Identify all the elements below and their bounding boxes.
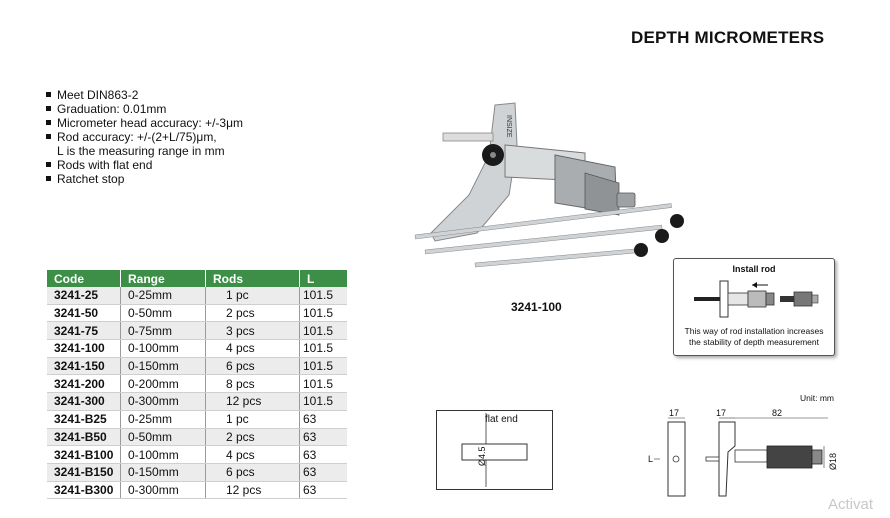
cell-rods: 2 pcs — [206, 304, 300, 322]
bullet-icon — [46, 120, 51, 125]
cell-code: 3241-300 — [47, 393, 121, 411]
header-range: Range — [121, 270, 206, 287]
cell-code: 3241-B300 — [47, 481, 121, 499]
cell-code: 3241-B150 — [47, 463, 121, 481]
cell-rods: 4 pcs — [206, 340, 300, 358]
cell-rods: 8 pcs — [206, 375, 300, 393]
install-note-line: the stability of depth measurement — [689, 337, 819, 347]
cell-length: 101.5 — [300, 322, 348, 340]
cell-rods: 2 pcs — [206, 428, 300, 446]
header-rods: Rods — [206, 270, 300, 287]
cell-rods: 6 pcs — [206, 357, 300, 375]
cell-length: 63 — [300, 446, 348, 464]
cell-code: 3241-B25 — [47, 410, 121, 428]
cell-range: 0-75mm — [121, 322, 206, 340]
bullet-icon — [46, 106, 51, 111]
cell-code: 3241-100 — [47, 340, 121, 358]
watermark-text: Activat — [828, 496, 874, 513]
cell-code: 3241-25 — [47, 287, 121, 304]
dim-17-left: 17 — [669, 408, 680, 418]
feature-text: Rods with flat end — [57, 158, 153, 172]
cell-rods: 4 pcs — [206, 446, 300, 464]
table-header-row — [47, 270, 347, 287]
install-note — [674, 326, 834, 348]
bullet-icon — [46, 176, 51, 181]
header-length: L — [300, 270, 348, 287]
feature-item — [46, 130, 243, 158]
micrometer-photo — [405, 85, 705, 285]
feature-item — [46, 158, 243, 172]
table-row — [47, 463, 347, 481]
flat-end-label: flat end — [485, 414, 518, 425]
brand-mark: INSIZE — [505, 115, 512, 138]
model-label: 3241-100 — [511, 300, 562, 314]
table-row — [47, 357, 347, 375]
cell-length: 101.5 — [300, 357, 348, 375]
cell-range: 0-100mm — [121, 446, 206, 464]
feature-text: Micrometer head accuracy: +/-3μm — [57, 116, 243, 130]
spec-table — [47, 270, 347, 499]
cell-length: 63 — [300, 410, 348, 428]
cell-range: 0-25mm — [121, 410, 206, 428]
table-row — [47, 304, 347, 322]
cell-range: 0-50mm — [121, 428, 206, 446]
dim-82: 82 — [772, 408, 783, 418]
feature-item — [46, 102, 243, 116]
cell-length: 101.5 — [300, 375, 348, 393]
cell-rods: 1 pc — [206, 287, 300, 304]
cell-rods: 12 pcs — [206, 393, 300, 411]
cell-length: 101.5 — [300, 287, 348, 304]
cell-length: 63 — [300, 428, 348, 446]
feature-text: Ratchet stop — [57, 172, 125, 186]
install-title: Install rod — [732, 264, 776, 274]
cell-rods: 1 pc — [206, 410, 300, 428]
feature-list — [46, 88, 243, 186]
ratchet — [617, 193, 635, 207]
cell-range: 0-200mm — [121, 375, 206, 393]
cell-range: 0-300mm — [121, 481, 206, 499]
feature-item — [46, 88, 243, 102]
dimension-drawing — [640, 404, 840, 504]
cell-code: 3241-200 — [47, 375, 121, 393]
flat-end-dim: Ø4.5 — [477, 446, 487, 466]
feature-item — [46, 116, 243, 130]
bullet-icon — [46, 162, 51, 167]
table-row — [47, 375, 347, 393]
dim-18: Ø18 — [828, 452, 838, 470]
cell-rods: 6 pcs — [206, 463, 300, 481]
cell-range: 0-25mm — [121, 287, 206, 304]
cell-length: 101.5 — [300, 340, 348, 358]
cell-length: 101.5 — [300, 304, 348, 322]
install-note-line: This way of rod installation increases — [684, 326, 824, 336]
table-row — [47, 481, 347, 499]
cell-code: 3241-75 — [47, 322, 121, 340]
cell-length: 63 — [300, 463, 348, 481]
feature-text: Meet DIN863-2 — [57, 88, 139, 102]
cell-length: 63 — [300, 481, 348, 499]
table-row — [47, 410, 347, 428]
table-row — [47, 340, 347, 358]
unit-label: Unit: mm — [800, 393, 834, 403]
micrometer-base — [431, 103, 517, 241]
table-row — [47, 287, 347, 304]
bullet-icon — [46, 134, 51, 139]
install-diagram — [692, 275, 822, 325]
table-row — [47, 322, 347, 340]
cell-range: 0-100mm — [121, 340, 206, 358]
cell-range: 0-300mm — [121, 393, 206, 411]
bullet-icon — [46, 92, 51, 97]
cell-range: 0-150mm — [121, 357, 206, 375]
install-rod-panel — [673, 258, 835, 356]
cell-length: 101.5 — [300, 393, 348, 411]
page-title: DEPTH MICROMETERS — [631, 28, 825, 47]
cell-code: 3241-50 — [47, 304, 121, 322]
feature-item — [46, 172, 243, 186]
cell-rods: 12 pcs — [206, 481, 300, 499]
feature-text: Rod accuracy: +/-(2+L/75)μm, — [57, 130, 217, 144]
cell-range: 0-150mm — [121, 463, 206, 481]
cell-code: 3241-150 — [47, 357, 121, 375]
spindle — [443, 133, 493, 141]
cell-range: 0-50mm — [121, 304, 206, 322]
dim-17-right: 17 — [716, 408, 727, 418]
cell-code: 3241-B50 — [47, 428, 121, 446]
table-row — [47, 393, 347, 411]
table-row — [47, 446, 347, 464]
feature-text: Graduation: 0.01mm — [57, 102, 167, 116]
feature-subtext: L is the measuring range in mm — [57, 144, 225, 158]
cell-rods: 3 pcs — [206, 322, 300, 340]
table-row — [47, 428, 347, 446]
cell-code: 3241-B100 — [47, 446, 121, 464]
dim-L: L — [648, 454, 654, 464]
header-code: Code — [47, 270, 121, 287]
